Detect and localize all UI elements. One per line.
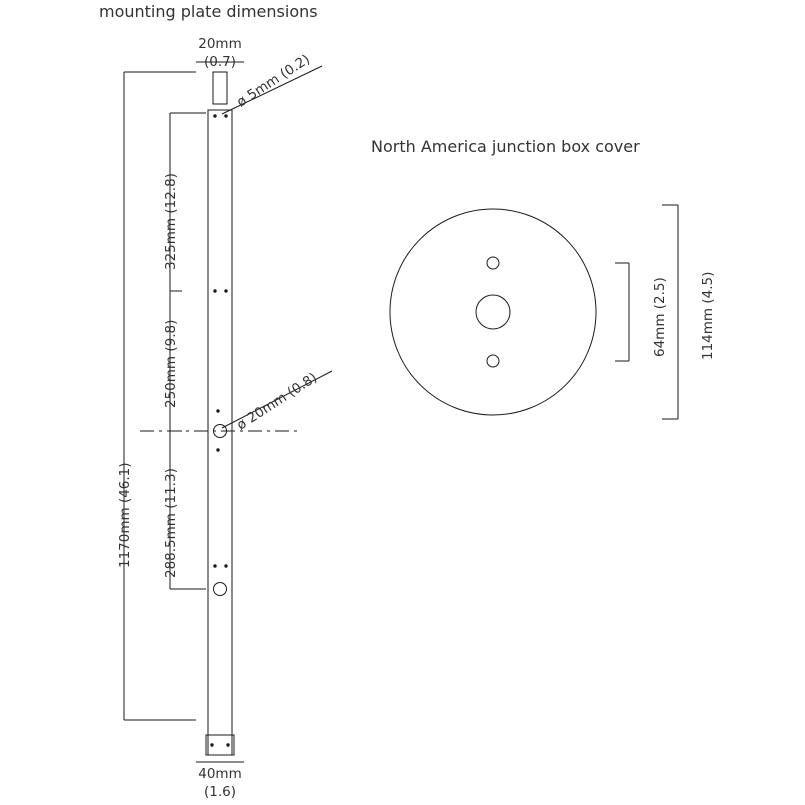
dim-overall-height bbox=[124, 72, 196, 720]
dim-label-segment-325: 325mm (12.8) bbox=[163, 173, 179, 270]
dim-label-bottom-width-inch: (1.6) bbox=[203, 784, 236, 800]
plate-top-tab bbox=[213, 72, 227, 104]
callout-label-5mm: ø 5mm (0.2) bbox=[234, 51, 313, 111]
plate-body bbox=[206, 110, 234, 755]
dim-64mm bbox=[615, 263, 629, 361]
junction-box-screw-holes bbox=[487, 257, 499, 367]
junction-box-cover-circle bbox=[390, 209, 596, 415]
dim-label-segment-288: 288.5mm (11.3) bbox=[163, 468, 179, 578]
plate-large-holes bbox=[214, 425, 227, 596]
dim-label-top-width-inch: (0.7) bbox=[203, 54, 236, 70]
dim-label-bottom-width: 40mm bbox=[198, 766, 242, 782]
junction-box-centre-hole bbox=[476, 295, 510, 329]
dim-label-overall-height: 1170mm (46.1) bbox=[117, 462, 133, 568]
dim-label-64mm: 64mm (2.5) bbox=[652, 277, 668, 357]
page-title: mounting plate dimensions bbox=[99, 2, 318, 21]
dim-label-top-width: 20mm bbox=[198, 36, 242, 52]
dim-label-114mm: 114mm (4.5) bbox=[700, 271, 716, 360]
callout-label-20mm: ø 20mm (0.8) bbox=[234, 369, 321, 434]
junction-box-title: North America junction box cover bbox=[371, 137, 640, 156]
dim-label-segment-250: 250mm (9.8) bbox=[163, 319, 179, 408]
